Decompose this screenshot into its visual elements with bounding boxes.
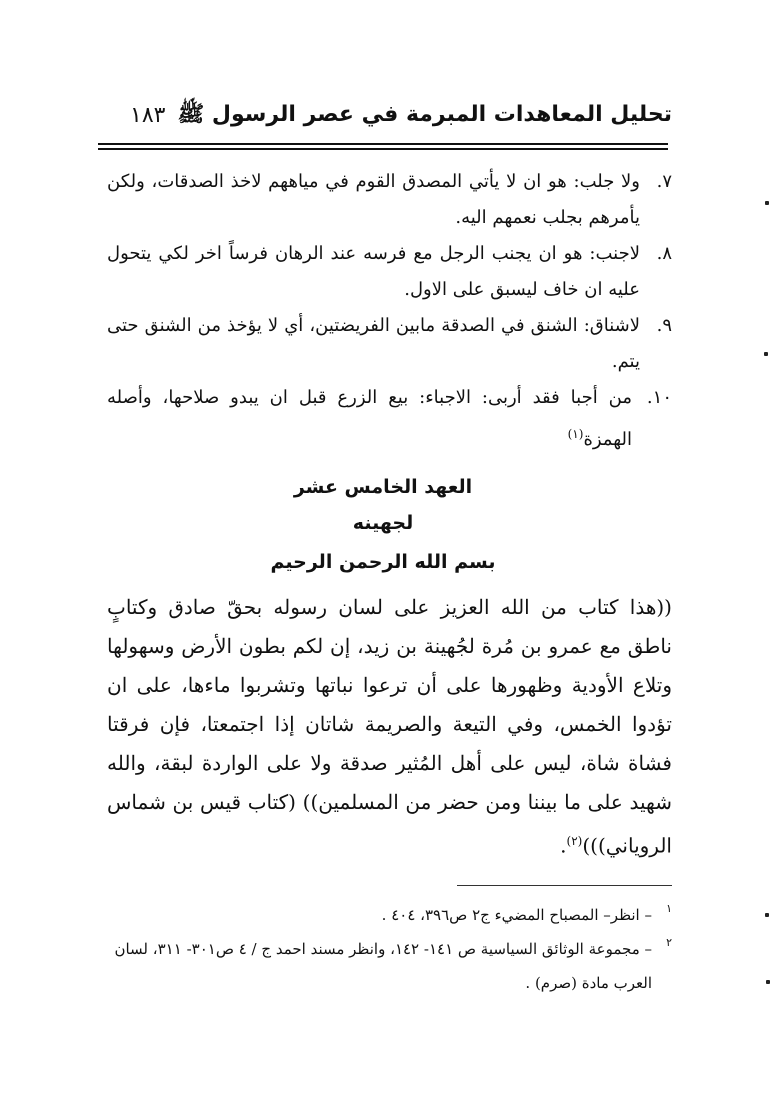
list-item-text: لاشناق: الشنق في الصدقة مابين الفريضتين، أي لا يؤخذ من الشنق حتى يتم. bbox=[107, 315, 640, 372]
list-item-number: ٩. bbox=[656, 315, 672, 336]
list-item-number: ٧. bbox=[656, 171, 672, 192]
footnotes bbox=[107, 898, 672, 1000]
list-item-number: ٨. bbox=[656, 243, 672, 264]
scan-mark bbox=[764, 352, 768, 356]
footnote-text: – مجموعة الوثائق السياسية ص ١٤١- ١٤٢، وانظر مسند احمد ج / ٤ ص٣٠١- ٣١١، لسان العرب مادة (صرم) . bbox=[114, 940, 652, 992]
list-item-text: ولا جلب: هو ان لا يأتي المصدق القوم في مياههم لاخذ الصدقات، ولكن يأمرهم بجلب نعمهم اليه. bbox=[107, 171, 640, 228]
list-item bbox=[107, 236, 672, 308]
footnote-mark: ١ bbox=[666, 902, 672, 915]
footnote-reference[interactable]: (١) bbox=[567, 427, 584, 441]
footnote-reference[interactable]: (٢) bbox=[566, 834, 583, 848]
page-number: ١٨٣ bbox=[130, 103, 166, 128]
list-item-text: لاجنب: هو ان يجنب الرجل مع فرسه عند الرهان فرساً اخر لكي يتحول عليه ان خاف ليسبق على الاول. bbox=[107, 243, 640, 300]
covenant-end: . bbox=[560, 833, 567, 858]
basmala: بسم الله الرحمن الرحيم bbox=[270, 551, 496, 573]
running-header-title: تحليل المعاهدات المبرمة في عصر الرسول ﷺ bbox=[177, 102, 672, 127]
list-item-number: ١٠. bbox=[646, 387, 672, 408]
scan-mark bbox=[766, 980, 770, 984]
glossary-list bbox=[107, 164, 672, 458]
footnote-separator bbox=[457, 885, 672, 886]
footnote-item bbox=[107, 898, 672, 932]
covenant-recipient: لجهينه bbox=[352, 512, 414, 534]
covenant-body: ((هذا كتاب من الله العزيز على لسان رسوله بحقّ صادق وكتابٍ ناطق مع عمرو بن مُرة لجُهينة بن زيد، إن لكم بطون الأرض وسهولها وتلاع الأودية وظهورها على أن ترعوا نباتها وتشربوا ماءها، على ان تؤدوا الخمس، وفي التيعة والصريمة شاتان إذا اجتمعتا، فإن فرقتا فشاة شاة، ليس على أهل المُثير صدقة ولا على الواردة لبقة، والله شهيد على ما بيننا ومن حضر من المسلمين)) (كتاب قيس بن شماس الروياني))) bbox=[107, 595, 672, 858]
footnote-mark: ٢ bbox=[666, 936, 672, 949]
scan-mark bbox=[765, 201, 769, 205]
covenant-title: العهد الخامس عشر bbox=[293, 476, 473, 498]
list-item-text: من أجبا فقد أربى: الاجباء: بيع الزرع قبل ان يبدو صلاحها، وأصله الهمزة bbox=[107, 387, 632, 450]
header-rule-top bbox=[98, 143, 668, 145]
covenant-text bbox=[107, 588, 672, 866]
header-rule-bottom bbox=[98, 148, 668, 150]
footnote-item bbox=[107, 932, 672, 1000]
list-item bbox=[107, 164, 672, 236]
list-item bbox=[107, 380, 672, 458]
footnote-text: – انظر– المصباح المضيء ج٢ ص٣٩٦، ٤٠٤ . bbox=[381, 906, 652, 924]
scan-mark bbox=[765, 913, 769, 917]
list-item bbox=[107, 308, 672, 380]
